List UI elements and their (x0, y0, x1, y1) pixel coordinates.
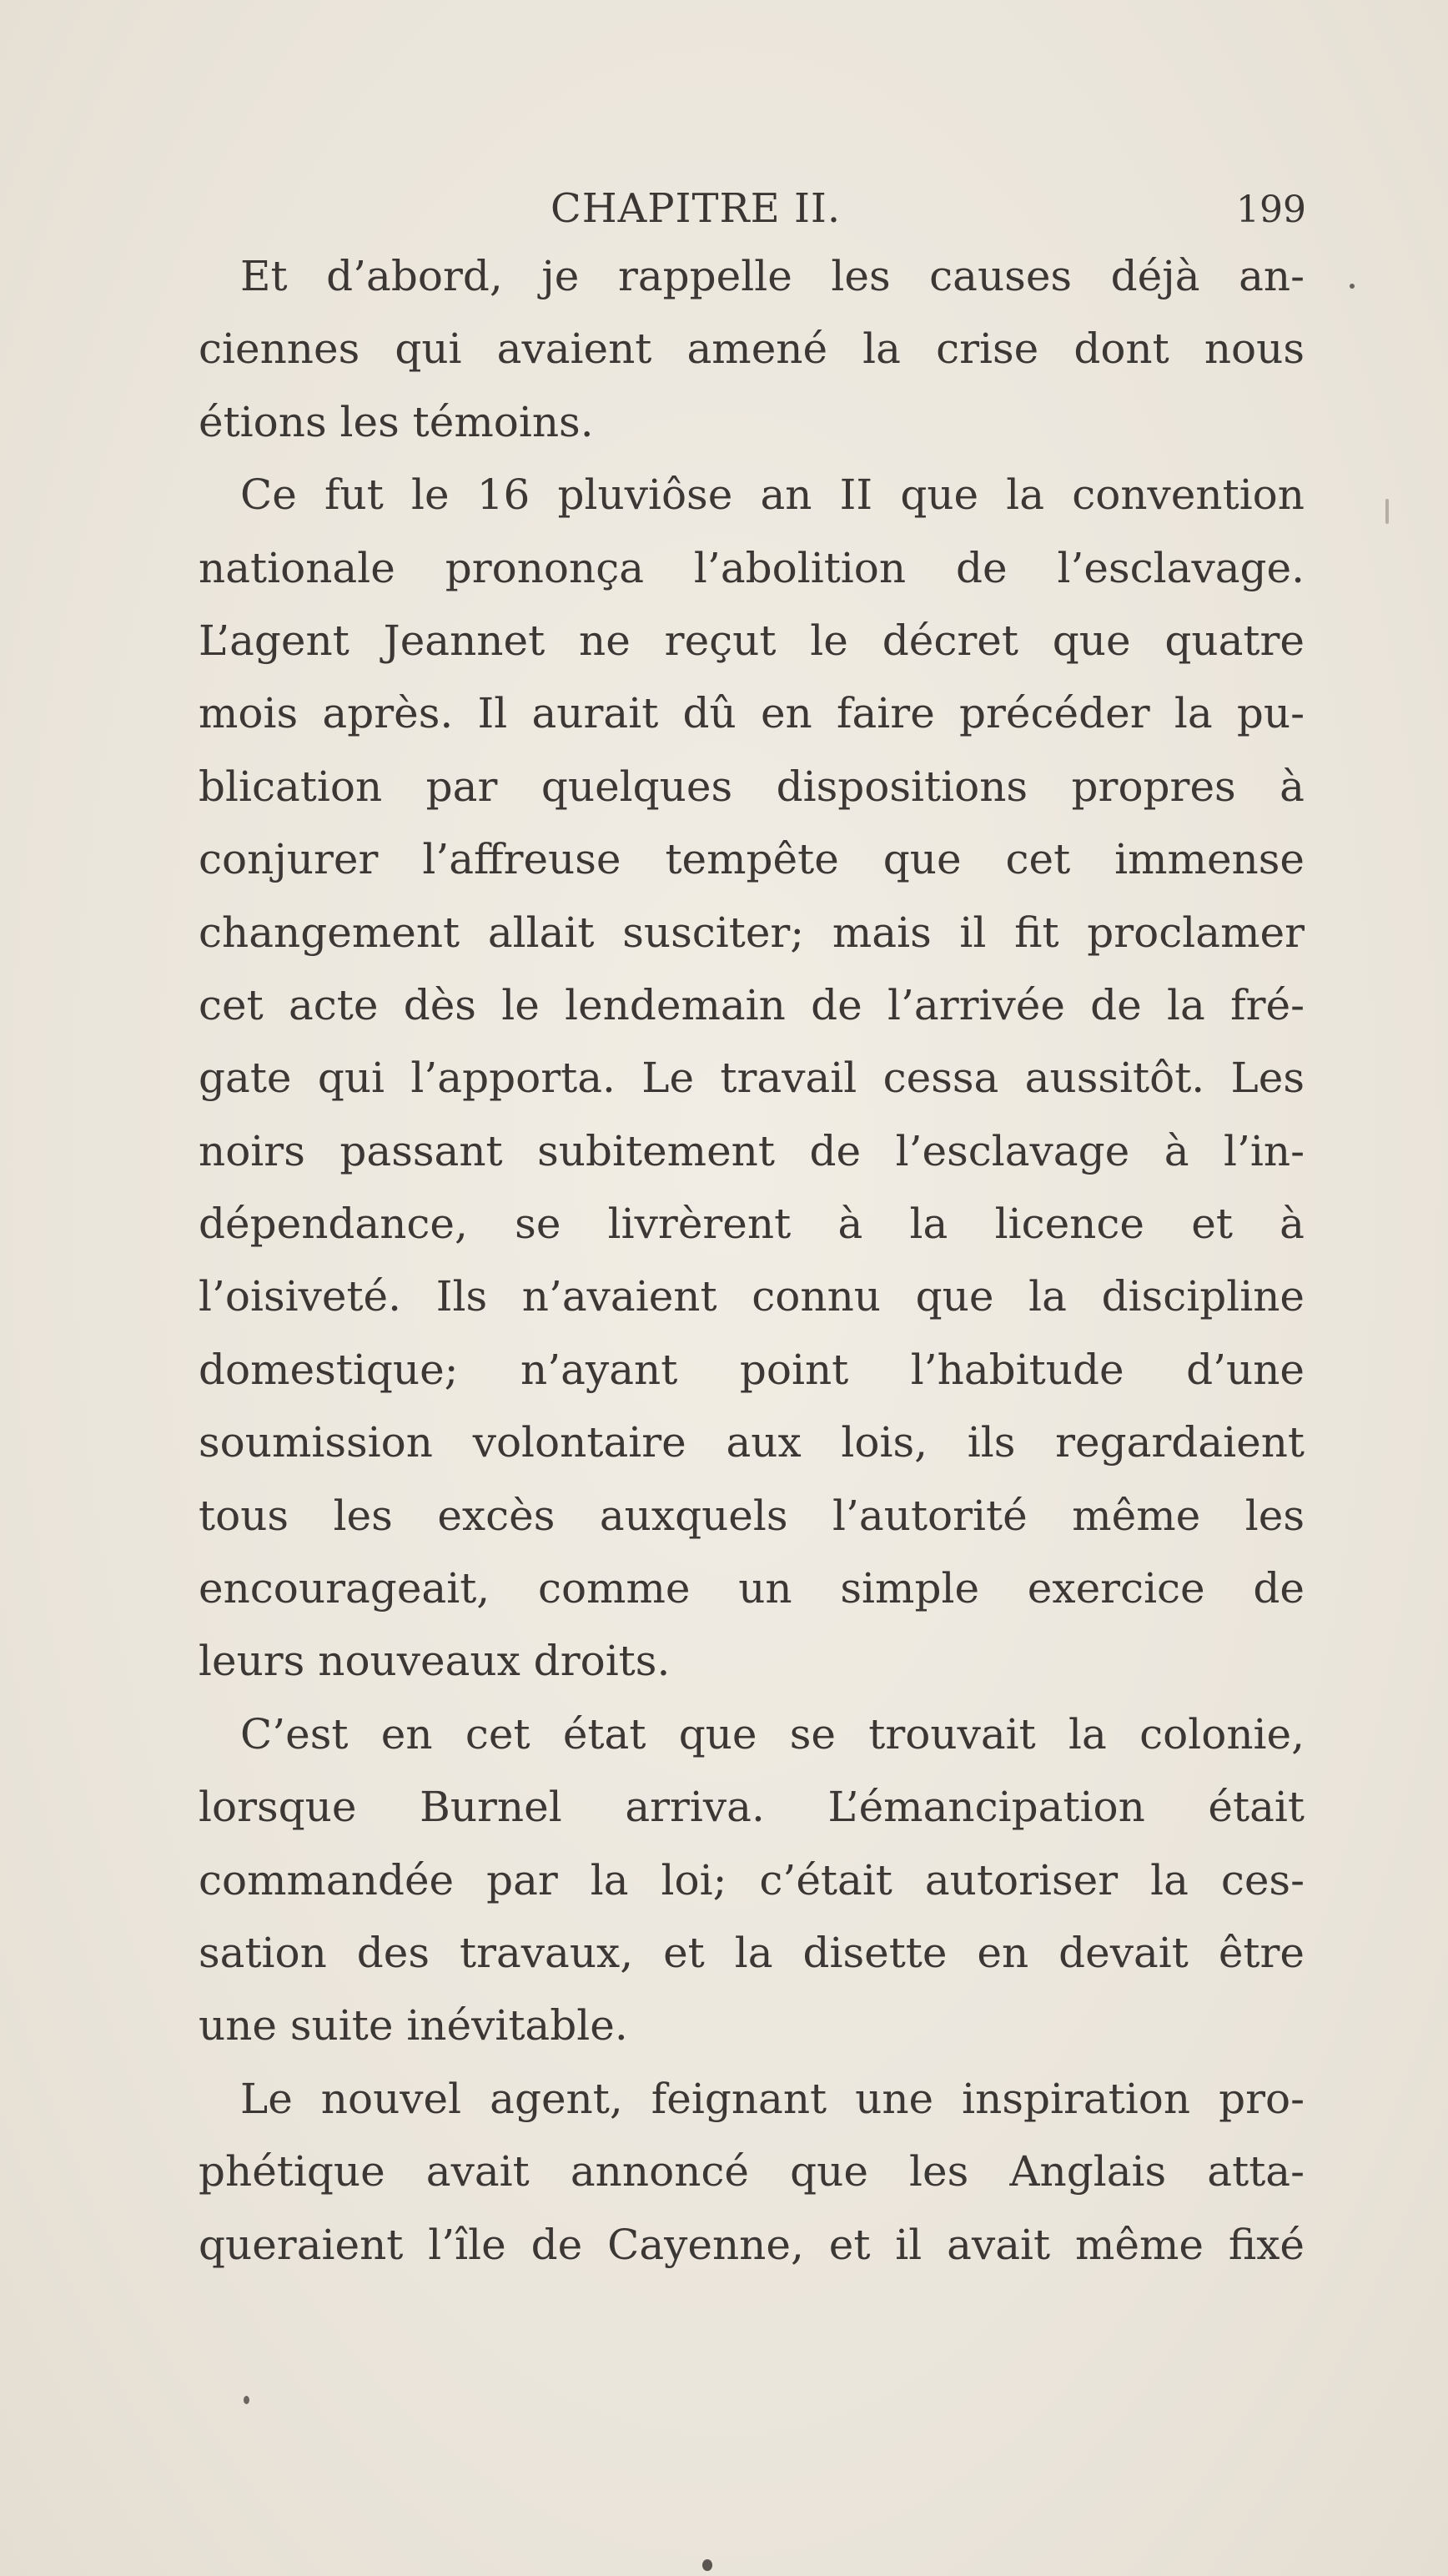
text-line: nationale prononça l’abolition de l’esclavage. (199, 543, 1305, 592)
text-line: soumission volontaire aux lois, ils regardaient (199, 1418, 1305, 1467)
text-line: changement allait susciter; mais il fit proclamer (199, 908, 1305, 957)
paper-speck (244, 2396, 249, 2404)
text-line: commandée par la loi; c’était autoriser la ces- (199, 1855, 1305, 1904)
text-line: C’est en cet état que se trouvait la colonie, (240, 1709, 1305, 1758)
text-line: Le nouvel agent, feignant une inspiration pro- (240, 2074, 1305, 2123)
text-line: noirs passant subitement de l’esclavage à l’in- (199, 1126, 1305, 1175)
text-line: phétique avait annoncé que les Anglais atta- (199, 2147, 1305, 2196)
text-line: leurs nouveaux droits. (199, 1637, 671, 1686)
text-line: ciennes qui avaient amené la crise dont nous (199, 325, 1305, 374)
text-line: Ce fut le 16 pluviôse an II que la convention (240, 470, 1305, 520)
text-line: lorsque Burnel arriva. L’émancipation était (199, 1783, 1305, 1832)
text-line: blication par quelques dispositions propres à (199, 762, 1305, 811)
text-line: gate qui l’apporta. Le travail cessa aussitôt. Les (199, 1054, 1305, 1103)
page-number: 199 (1236, 189, 1306, 231)
text-line: sation des travaux, et la disette en devait être (199, 1928, 1305, 1977)
text-line: l’oisiveté. Ils n’avaient connu que la discipline (199, 1272, 1305, 1321)
text-line: Et d’abord, je rappelle les causes déjà an- (240, 252, 1305, 300)
page-header (0, 185, 1448, 244)
body-text (199, 240, 1305, 2282)
text-line: tous les excès auxquels l’autorité même les (199, 1491, 1305, 1540)
paper-speck (1385, 499, 1389, 524)
running-head: CHAPITRE II. (551, 185, 842, 232)
text-line: conjurer l’affreuse tempête que cet immense (199, 835, 1305, 884)
text-line: dépendance, se livrèrent à la licence et à (199, 1200, 1305, 1249)
text-line: domestique; n’ayant point l’habitude d’une (199, 1345, 1305, 1394)
text-line: cet acte dès le lendemain de l’arrivée de la fré- (199, 980, 1305, 1029)
paper-speck (1350, 284, 1355, 289)
text-line: une suite inévitable. (199, 2001, 628, 2050)
text-line: étions les témoins. (199, 397, 594, 446)
text-line: queraient l’île de Cayenne, et il avait même fixé (199, 2220, 1305, 2269)
text-line: mois après. Il aurait dû en faire précéder la pu- (199, 689, 1305, 738)
text-line: encourageait, comme un simple exercice de (199, 1564, 1305, 1613)
text-line: L’agent Jeannet ne reçut le décret que quatre (199, 616, 1305, 665)
paper-speck (702, 2559, 712, 2571)
